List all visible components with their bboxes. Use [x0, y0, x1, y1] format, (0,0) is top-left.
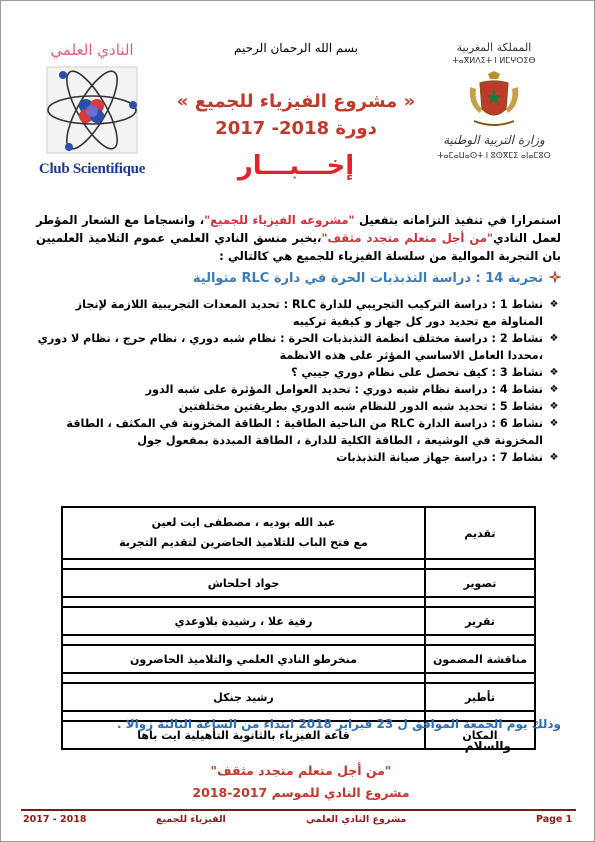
table-spacer [62, 559, 535, 569]
table-row [62, 507, 535, 559]
activities-list [36, 296, 561, 466]
table-row [62, 569, 535, 597]
ministry-line-education-tifinagh: ⵜⴰⵎⴰⵡⴰⵙⵜ ⵏ ⵓⵙⴳⵎⵉ ⴰⵏⴰⵎⵓⵔ [437, 151, 551, 160]
salutation: والسلام [464, 739, 511, 753]
table-key: تأطير [425, 683, 535, 711]
table-spacer [62, 597, 535, 607]
list-item [36, 330, 561, 364]
ministry-logo [419, 41, 569, 173]
ministry-line-education: وزارة التربية الوطنية [443, 133, 545, 147]
diamond-bullet-icon: ❖ [549, 299, 559, 310]
project-title: « مشروع الفيزياء للجميع » [176, 91, 416, 112]
intro-text-3: ،يخبر منسق النادي العلمي عموم التلاميذ العلميين بان التجربة الموالية من سلسلة الفيزياء للجميع هي كالتالي : [36, 231, 561, 263]
list-item [36, 398, 561, 415]
coat-of-arms-icon [466, 71, 522, 131]
basmala: بسم الله الرحمان الرحيم [234, 41, 358, 55]
list-item [36, 364, 561, 381]
club-name-latin: Club Scientifique [38, 161, 146, 177]
diamond-bullet-icon: ❖ [549, 384, 559, 395]
experiment-title [101, 271, 561, 286]
table-value: جواد احلحاش [62, 569, 425, 597]
table-value-line: عبد الله بوديه ، مصطفى ايت لعين [151, 516, 336, 529]
info-table [61, 506, 536, 750]
event-date-line: وذلك يوم الجمعة الموافق ل 23 فبراير 2018 ابتداء من الساعة الثالثة زوالا . [116, 717, 561, 731]
table-spacer [62, 635, 535, 645]
activity-text: نشاط 1 : دراسة التركيب التجريبي للدارة RLC : تحديد المعدات التجريبية اللازمة لإنجاز المناولة مع تحديد دور كل جهاز و كيفية تركيبه [75, 298, 543, 328]
ministry-line-kingdom-tifinagh: ⵜⴰⴳⵍⴷⵉⵜ ⵏ ⵍⵎⵖⵔⵉⴱ [452, 56, 536, 65]
table-row [62, 607, 535, 635]
table-value: رشيد جنكل [62, 683, 425, 711]
footer-club: مشروع النادي العلمي [306, 814, 407, 825]
table-key: تقديم [425, 507, 535, 559]
atom-icon [41, 61, 143, 159]
intro-paragraph [36, 211, 561, 265]
diamond-bullet-icon: ❖ [549, 367, 559, 378]
list-item [36, 449, 561, 466]
table-spacer [62, 673, 535, 683]
footer-project: الفيزياء للجميع [156, 814, 226, 825]
table-value-line: مع فتح الباب للتلاميذ الحاضرين لتقديم التجربة [119, 536, 368, 549]
activity-text: نشاط 3 : كيف نحصل على نظام دوري جيبي ؟ [291, 366, 543, 379]
list-item [36, 381, 561, 398]
diamond-bullet-icon: ❖ [549, 401, 559, 412]
table-key: مناقشة المضمون [425, 645, 535, 673]
table-key: تصوير [425, 569, 535, 597]
four-point-star-icon [549, 271, 561, 283]
club-name-arabic: النادي العلمي [50, 41, 134, 59]
diamond-bullet-icon: ❖ [549, 452, 559, 463]
list-item [36, 296, 561, 330]
table-value: قاعة الفيزياء بالثانوية التأهيلية ايت باها [62, 721, 425, 749]
table-row [62, 645, 535, 673]
list-item [36, 415, 561, 449]
news-title: إخـــبـــار [237, 151, 355, 181]
closing-season: مشروع النادي للموسم 2017-2018 [192, 785, 410, 800]
footer-page-number: Page 1 [536, 814, 573, 825]
activity-text: نشاط 4 : دراسة نظام شبه دوري : تحديد العوامل المؤثرة على شبه الدور [145, 383, 543, 396]
intro-text-2: ، وانسجاما مع الشعار المؤطر لعمل النادي [36, 213, 562, 245]
table-value: منخرطو النادي العلمي والتلاميذ الحاضرون [62, 645, 425, 673]
footer-divider [21, 809, 576, 811]
activity-text: نشاط 6 : دراسة الدارة RLC من الناحية الطاقية : الطاقة المخزونة في المكثف ، الطاقة المخزونة في الوشيعة ، الطاقة الكلية للدارة ، الطاقة المبددة بمفعول جول [66, 417, 543, 447]
activity-text: نشاط 2 : دراسة مختلف انظمة التذبذبات الحرة : نظام شبه دوري ، نظام حرج ، نظام لا دوري ،محددا العامل الاساسي المؤثر على هذه الانظمة [37, 332, 543, 362]
club-logo [31, 41, 153, 181]
table-key: تقرير [425, 607, 535, 635]
table-value: رقية علا ، رشيدة بلاوعدي [62, 607, 425, 635]
experiment-title-text: تجربة 14 : دراسة التذبذبات الحرة في دارة RLC متوالية [192, 271, 543, 286]
activity-text: نشاط 7 : دراسة جهاز صيانة التذبذبات [336, 451, 543, 464]
diamond-bullet-icon: ❖ [549, 333, 559, 344]
session-label: دورة 2018- 2017 [215, 118, 377, 139]
diamond-bullet-icon: ❖ [549, 418, 559, 429]
table-value [62, 507, 425, 559]
table-row [62, 683, 535, 711]
table-key: المكان [425, 721, 535, 749]
footer-years: 2017 - 2018 [23, 814, 87, 825]
closing-slogan: "من أجل متعلم متجدد مثقف" [210, 763, 392, 778]
intro-text-1: استمرارا في تنفيذ التزاماته بتفعيل [354, 213, 562, 227]
intro-project-quote: "مشروعه الفيزياء للجميع" [204, 213, 355, 227]
ministry-line-kingdom: المملكة المغربية [456, 41, 532, 54]
activity-text: نشاط 5 : تحديد شبه الدور للنظام شبه الدوري بطريقتين مختلفتين [178, 400, 543, 413]
intro-slogan-quote: "من أجل متعلم متجدد مثقف" [321, 231, 494, 245]
